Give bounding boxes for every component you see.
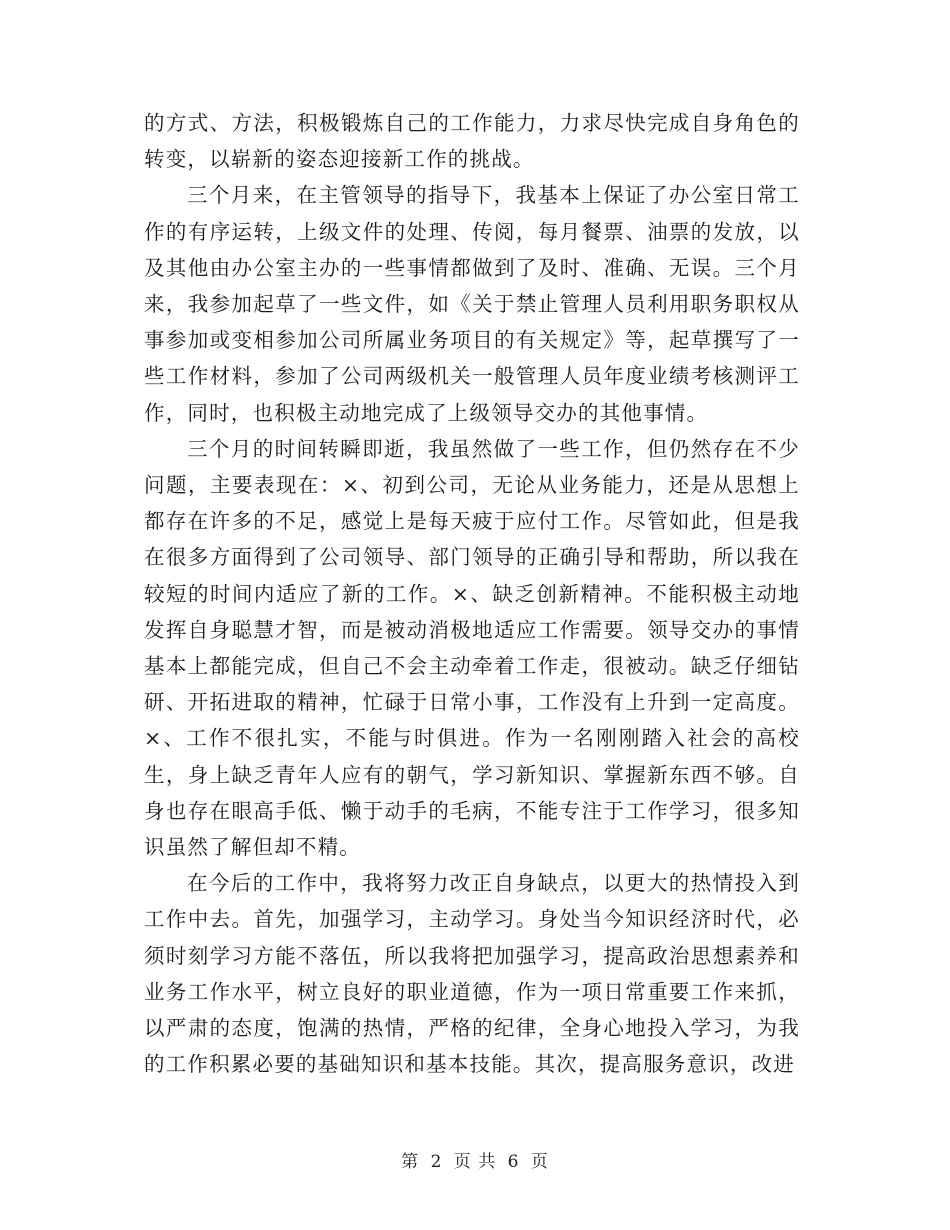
footer-total-pages: 6	[507, 1152, 520, 1172]
paragraph-future-plan: 在今后的工作中，我将努力改正自身缺点，以更大的热情投入到工作中去。首先，加强学习，主动学习。身处当今知识经济时代，必须时刻学习方能不落伍，所以我将把加强学习，提高政治思想素养和业务工作水平，树立良好的职业道德，作为一项日常重要工作来抓，以严肃的态度，饱满的热情，严格的纪律，全身心地投入学习，为我的工作积累必要的基础知识和基本技能。其次，提高服务意识，改进	[144, 871, 800, 1077]
footer-prefix: 第	[401, 1152, 420, 1172]
paragraph-continued: 的方式、方法，积极锻炼自己的工作能力，力求尽快完成自身角色的转变，以崭新的姿态迎接新工作的挑战。	[144, 111, 800, 172]
footer-current-page: 2	[430, 1152, 443, 1172]
footer-middle: 页 共	[453, 1152, 497, 1172]
paragraph-work-summary: 三个月来，在主管领导的指导下，我基本上保证了办公室日常工作的有序运转，上级文件的处理、传阅，每月餐票、油票的发放，以及其他由办公室主办的一些事情都做到了及时、准确、无误。三个月来，我参加起草了一些文件，如《关于禁止管理人员利用职务职权从事参加或变相参加公司所属业务项目的有关规定》等，起草撰写了一些工作材料，参加了公司两级机关一般管理人员年度业绩考核测评工作，同时，也积极主动地完成了上级领导交办的其他事情。	[144, 183, 800, 425]
footer-suffix: 页	[530, 1152, 549, 1172]
page-footer	[0, 1150, 950, 1174]
body-text	[144, 105, 800, 1082]
paragraph-problems: 三个月的时间转瞬即逝，我虽然做了一些工作，但仍然存在不少问题，主要表现在：×、初到公司，无论从业务能力，还是从思想上都存在许多的不足，感觉上是每天疲于应付工作。尽管如此，但是我在很多方面得到了公司领导、部门领导的正确引导和帮助，所以我在较短的时间内适应了新的工作。×、缺乏创新精神。不能积极主动地发挥自身聪慧才智，而是被动消极地适应工作需要。领导交办的事情基本上都能完成，但自己不会主动牵着工作走，很被动。缺乏仔细钻研、开拓进取的精神，忙碌于日常小事，工作没有上升到一定高度。×、工作不很扎实，不能与时俱进。作为一名刚刚踏入社会的高校生，身上缺乏青年人应有的朝气，学习新知识、掌握新东西不够。自身也存在眼高手低、懒于动手的毛病，不能专注于工作学习，很多知识虽然了解但却不精。	[144, 436, 800, 860]
